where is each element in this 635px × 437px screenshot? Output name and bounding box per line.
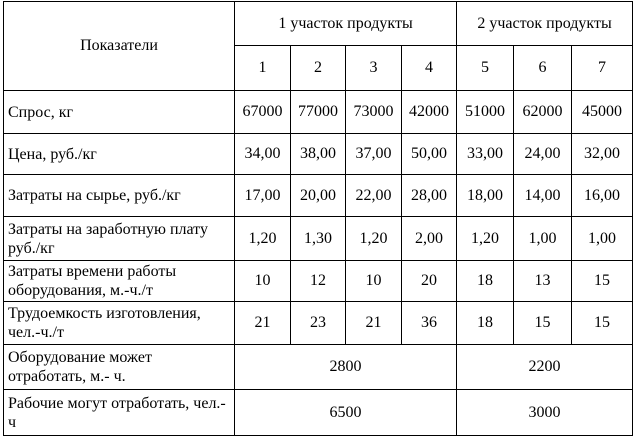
row-label: Затраты на сырье, руб./кг xyxy=(4,175,235,217)
table-cell: 18 xyxy=(457,302,514,345)
header-number: 2 xyxy=(291,46,346,91)
table-cell: 1,20 xyxy=(235,217,291,261)
table-cell: 1,20 xyxy=(457,217,514,261)
table-cell: 1,30 xyxy=(291,217,346,261)
table-row xyxy=(4,217,633,261)
header-row-sections xyxy=(4,2,633,46)
table-cell: 2,00 xyxy=(402,217,457,261)
table-cell: 36 xyxy=(402,302,457,345)
table-cell: 10 xyxy=(346,261,402,302)
table-cell: 14,00 xyxy=(514,175,572,217)
header-number: 5 xyxy=(457,46,514,91)
table-cell: 22,00 xyxy=(346,175,402,217)
table-cell: 51000 xyxy=(457,91,514,134)
table-cell: 37,00 xyxy=(346,134,402,175)
header-number: 3 xyxy=(346,46,402,91)
table-cell: 38,00 xyxy=(291,134,346,175)
table-cell: 23 xyxy=(291,302,346,345)
table-cell: 24,00 xyxy=(514,134,572,175)
row-label: Затраты на заработную плату руб./кг xyxy=(4,217,235,261)
table-cell: 45000 xyxy=(572,91,633,134)
table-cell: 33,00 xyxy=(457,134,514,175)
table-cell: 13 xyxy=(514,261,572,302)
table-row xyxy=(4,175,633,217)
table-row xyxy=(4,261,633,302)
table-cell: 10 xyxy=(235,261,291,302)
table-cell: 20 xyxy=(402,261,457,302)
header-number: 6 xyxy=(514,46,572,91)
table-row-merged xyxy=(4,390,633,436)
table-cell: 42000 xyxy=(402,91,457,134)
table-cell-merged: 6500 xyxy=(235,390,457,436)
table-row xyxy=(4,91,633,134)
table-cell: 1,00 xyxy=(514,217,572,261)
table-cell: 50,00 xyxy=(402,134,457,175)
table-cell: 1,00 xyxy=(572,217,633,261)
table-cell: 12 xyxy=(291,261,346,302)
row-label: Цена, руб./кг xyxy=(4,134,235,175)
table-cell: 62000 xyxy=(514,91,572,134)
table-cell: 32,00 xyxy=(572,134,633,175)
header-section-1: 1 участок продукты xyxy=(235,2,457,46)
row-label: Рабочие могут отработать, чел.-ч xyxy=(4,390,235,436)
header-section-2: 2 участок продукты xyxy=(457,2,633,46)
table-cell: 21 xyxy=(346,302,402,345)
table-cell: 17,00 xyxy=(235,175,291,217)
table-cell: 18,00 xyxy=(457,175,514,217)
row-label: Затраты времени работы оборудования, м.-ч./т xyxy=(4,261,235,302)
table-cell: 15 xyxy=(514,302,572,345)
table-cell: 34,00 xyxy=(235,134,291,175)
table-cell: 15 xyxy=(572,302,633,345)
table-cell: 77000 xyxy=(291,91,346,134)
header-number: 1 xyxy=(235,46,291,91)
table-cell: 15 xyxy=(572,261,633,302)
table-cell-merged: 2800 xyxy=(235,345,457,390)
header-indicators: Показатели xyxy=(4,2,235,91)
table-cell: 73000 xyxy=(346,91,402,134)
table-cell: 1,20 xyxy=(346,217,402,261)
table-cell: 18 xyxy=(457,261,514,302)
table-row xyxy=(4,302,633,345)
row-label: Оборудование может отработать, м.- ч. xyxy=(4,345,235,390)
table-cell: 28,00 xyxy=(402,175,457,217)
table-row xyxy=(4,134,633,175)
row-label: Трудоемкость изготовления, чел.-ч./т xyxy=(4,302,235,345)
table-row-merged xyxy=(4,345,633,390)
header-number: 7 xyxy=(572,46,633,91)
table-cell: 20,00 xyxy=(291,175,346,217)
table-cell-merged: 2200 xyxy=(457,345,633,390)
data-table xyxy=(3,1,633,436)
table-cell: 67000 xyxy=(235,91,291,134)
row-label: Спрос, кг xyxy=(4,91,235,134)
table-cell: 21 xyxy=(235,302,291,345)
table-cell-merged: 3000 xyxy=(457,390,633,436)
header-number: 4 xyxy=(402,46,457,91)
table-cell: 16,00 xyxy=(572,175,633,217)
